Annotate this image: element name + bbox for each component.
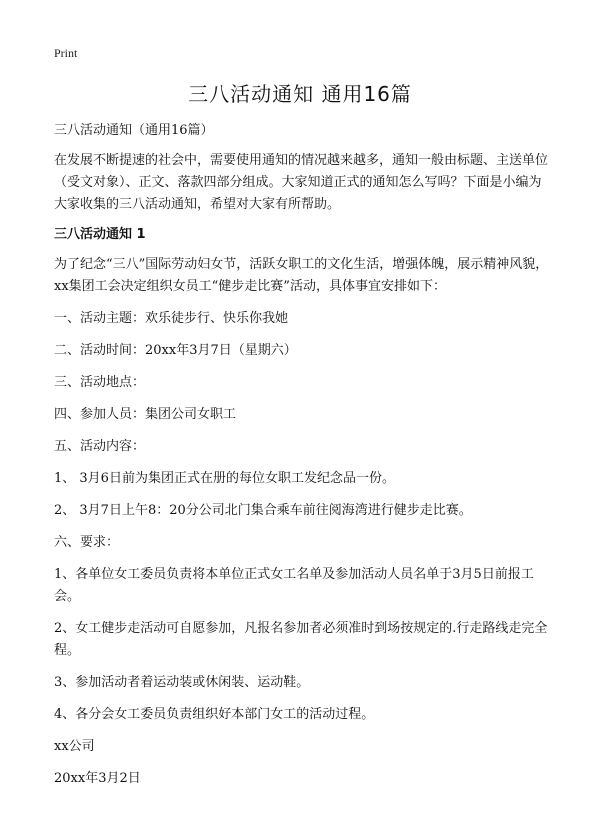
section-heading: 三八活动通知 1 bbox=[54, 227, 146, 242]
body-paragraph: 一、活动主题：欢乐徒步行、快乐你我她 bbox=[54, 311, 289, 326]
body-paragraph: 二、活动时间：20xx年3月7日（星期六） bbox=[54, 343, 297, 358]
print-link[interactable]: Print bbox=[54, 46, 78, 60]
body-paragraph: 1、各单位女工委员负责将本单位正式女工名单及参加活动人员名单于3月5日前报工会。 bbox=[54, 567, 534, 604]
body-paragraph: 六、要求： bbox=[54, 535, 120, 550]
signature-company: xx公司 bbox=[54, 739, 95, 754]
body-paragraph: 3、参加活动者着运动装或休闲装、运动鞋。 bbox=[54, 675, 310, 690]
signature-date: 20xx年3月2日 bbox=[54, 771, 141, 786]
body-paragraph: 三、活动地点： bbox=[54, 375, 146, 390]
document-subtitle: 三八活动通知（通用16篇） bbox=[54, 123, 214, 138]
body-paragraph: 四、参加人员：集团公司女职工 bbox=[54, 407, 237, 422]
body-paragraph: 4、各分会女工委员负责组织好本部门女工的活动过程。 bbox=[54, 707, 375, 722]
body-paragraph: 2、 3月7日上午8：20分公司北门集合乘车前往阅海湾进行健步走比赛。 bbox=[54, 503, 472, 518]
page-title: 三八活动通知 通用16篇 bbox=[188, 82, 412, 106]
intro-paragraph: 在发展不断提速的社会中，需要使用通知的情况越来越多，通知一般由标题、主送单位（受文对象）、正文、落款四部分组成。大家知道正式的通知怎么写吗？下面是小编为大家收集的三八活动通知，希望对大家有所帮助。 bbox=[54, 153, 549, 212]
body-paragraph: 2、女工健步走活动可自愿参加，凡报名参加者必须准时到场按规定的.行走路线走完全程。 bbox=[54, 621, 548, 658]
body-paragraph: 五、活动内容： bbox=[54, 439, 146, 454]
body-paragraph: 1、 3月6日前为集团正式在册的每位女职工发纪念品一份。 bbox=[54, 471, 395, 486]
document-body bbox=[54, 120, 554, 800]
body-paragraph: 为了纪念“三八”国际劳动妇女节，活跃女职工的文化生活，增强体魄，展示精神风貌，xx集团工会决定组织女员工“健步走比赛”活动，具体事宜安排如下： bbox=[54, 257, 549, 294]
